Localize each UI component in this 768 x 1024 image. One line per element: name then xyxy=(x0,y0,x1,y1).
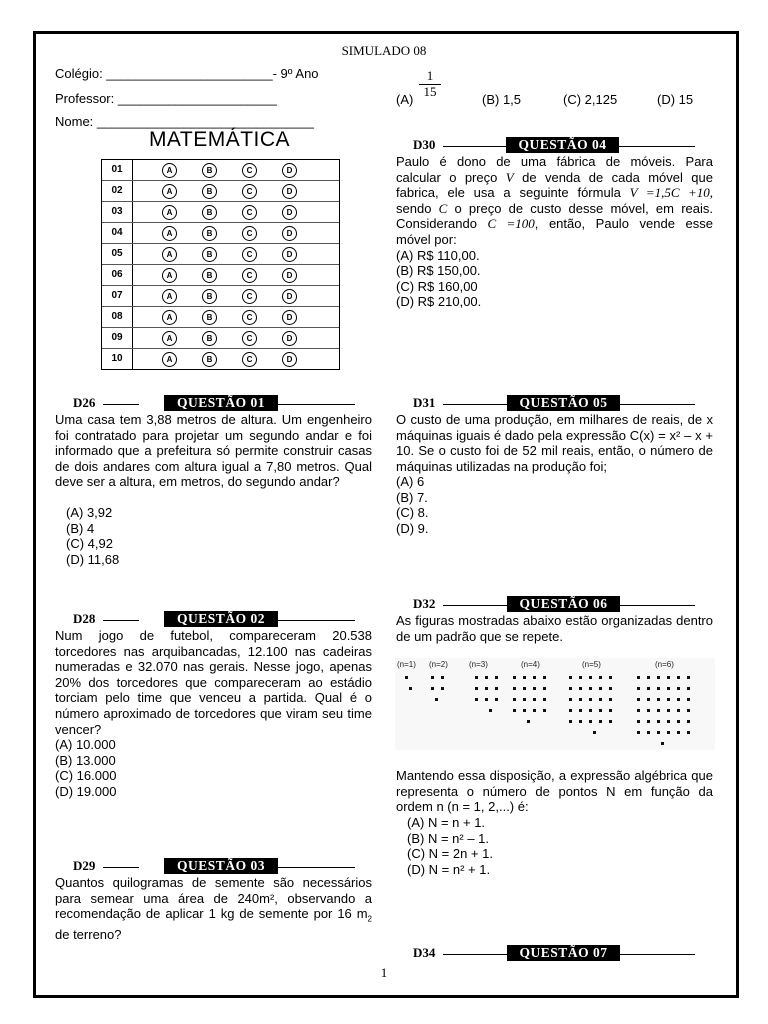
answer-row xyxy=(102,328,339,349)
pattern-dot xyxy=(543,709,546,712)
pattern-dot xyxy=(485,687,488,690)
answer-bubble-a[interactable]: A xyxy=(162,226,177,241)
question-02-header xyxy=(73,611,355,628)
question-badge: QUESTÃO 03 xyxy=(164,858,278,874)
pattern-dot xyxy=(667,687,670,690)
question-04-line: Considerando xyxy=(396,216,488,232)
answer-bubble-d[interactable]: D xyxy=(282,268,297,283)
question-05-options xyxy=(396,474,429,536)
option-d: (D) 11,68 xyxy=(66,551,120,567)
option-b: (B) 13.000 xyxy=(55,752,116,768)
pattern-dot xyxy=(431,687,434,690)
answer-bubble-b[interactable]: B xyxy=(202,289,217,304)
option-b: (B) 4 xyxy=(66,520,95,536)
question-code: D29 xyxy=(73,858,96,873)
c-equation: C =100 xyxy=(487,216,535,232)
pattern-dot xyxy=(667,676,670,679)
pattern-dot xyxy=(589,687,592,690)
question-badge: QUESTÃO 04 xyxy=(506,137,619,153)
question-badge: QUESTÃO 06 xyxy=(507,596,620,612)
pattern-dot xyxy=(513,698,516,701)
pattern-dot xyxy=(569,709,572,712)
answer-bubble-a[interactable]: A xyxy=(162,163,177,178)
answer-bubble-d[interactable]: D xyxy=(282,205,297,220)
answer-bubble-c[interactable]: C xyxy=(242,331,257,346)
question-06-text-2: Mantendo essa disposição, a expressão algébrica que representa o número de pontos N em função da ordem n (n = 1, 2,...) é: xyxy=(396,768,713,815)
figure-label: (n=6) xyxy=(655,660,674,669)
answer-bubble-b[interactable]: B xyxy=(202,205,217,220)
page-number: 1 xyxy=(380,965,388,980)
answer-row-number: 01 xyxy=(102,160,133,180)
pattern-dot xyxy=(677,720,680,723)
question-03-header xyxy=(73,858,355,875)
pattern-dot xyxy=(687,731,690,734)
answer-bubble-c[interactable]: C xyxy=(242,247,257,262)
answer-grid xyxy=(101,159,340,370)
answer-row xyxy=(102,181,339,202)
pattern-dot xyxy=(647,731,650,734)
answer-row-number: 04 xyxy=(102,223,133,243)
pattern-dot xyxy=(533,676,536,679)
pattern-dot xyxy=(667,720,670,723)
pattern-dot xyxy=(543,676,546,679)
option-a: (A) 3,92 xyxy=(66,505,113,520)
pattern-extra-dot xyxy=(409,687,412,690)
pattern-dot xyxy=(657,687,660,690)
pattern-dot xyxy=(441,687,444,690)
pattern-dot xyxy=(533,687,536,690)
answer-row-number: 06 xyxy=(102,265,133,285)
answer-row-number: 02 xyxy=(102,181,133,201)
pattern-extra-dot xyxy=(527,720,530,723)
answer-sheet-title: MATEMÁTICA xyxy=(148,128,291,151)
question-01-header xyxy=(73,395,355,412)
question-02-text: Num jogo de futebol, compareceram 20.538 torcedores nas arquibancadas, 12.100 nas cadeiras numeradas e 32.070 nas gerais. Nesse jogo, apenas 20% dos torcedores que compareceram ao estádio torciam pelo time que venceu a partida. Qual é o número aproximado de torcedores que viram seu time vencer? xyxy=(55,628,372,737)
pattern-extra-dot xyxy=(435,698,438,701)
answer-bubble-b[interactable]: B xyxy=(202,331,217,346)
pattern-dot xyxy=(579,720,582,723)
pattern-dot xyxy=(475,687,478,690)
answer-bubble-d[interactable]: D xyxy=(282,289,297,304)
answer-bubble-b[interactable]: B xyxy=(202,163,217,178)
answer-bubble-c[interactable]: C xyxy=(242,226,257,241)
question-01-options xyxy=(66,505,119,567)
pattern-dot xyxy=(667,698,670,701)
answer-bubble-c[interactable]: C xyxy=(242,184,257,199)
answer-row xyxy=(102,349,339,369)
option-a: (A) 6 xyxy=(396,474,425,489)
question-04-header xyxy=(413,137,695,154)
question-badge: QUESTÃO 02 xyxy=(164,611,278,627)
figure-label: (n=5) xyxy=(582,660,601,669)
variable-v: V xyxy=(505,169,514,185)
pattern-dot xyxy=(657,676,660,679)
question-04-line: sendo xyxy=(396,200,439,216)
pattern-dot xyxy=(513,676,516,679)
superscript: 2 xyxy=(367,914,372,924)
pattern-dot xyxy=(609,720,612,723)
question-code: D28 xyxy=(73,611,96,626)
question-code: D26 xyxy=(73,395,96,410)
figure-label: (n=1) xyxy=(397,660,416,669)
pattern-dot xyxy=(687,676,690,679)
option-a: (A) 10.000 xyxy=(55,737,116,752)
figure-label: (n=3) xyxy=(469,660,488,669)
answer-bubble-d[interactable]: D xyxy=(282,331,297,346)
answer-bubble-b[interactable]: B xyxy=(202,352,217,367)
pattern-dot xyxy=(677,687,680,690)
option-c: (C) 4,92 xyxy=(66,536,113,552)
answer-bubble-b[interactable]: B xyxy=(202,184,217,199)
pattern-dot xyxy=(513,709,516,712)
pattern-dot xyxy=(647,709,650,712)
pattern-dot xyxy=(657,709,660,712)
pattern-dot xyxy=(647,720,650,723)
option-b: (B) 7. xyxy=(396,489,428,505)
option-c: (C) 8. xyxy=(396,505,429,521)
question-03-text-main: Quantos quilogramas de semente são necessários para semear uma área de 240m², observando a recomendação de aplicar 1 kg de semente por 16 m xyxy=(55,875,372,922)
pattern-dot xyxy=(677,698,680,701)
answer-bubble-c[interactable]: C xyxy=(242,310,257,325)
answer-bubble-d[interactable]: D xyxy=(282,163,297,178)
option-d: (D) R$ 210,00. xyxy=(396,294,482,310)
pattern-dot xyxy=(637,709,640,712)
option-c-prev: (C) 2,125 xyxy=(563,92,618,107)
question-code: D32 xyxy=(413,596,436,611)
fraction-denominator: 15 xyxy=(419,84,441,99)
variable-c: C xyxy=(438,200,448,216)
answer-bubble-a[interactable]: A xyxy=(162,352,177,367)
question-04-line: fabrica, ele usa a seguinte fórmula xyxy=(396,185,630,201)
answer-row xyxy=(102,265,339,286)
question-badge: QUESTÃO 01 xyxy=(164,395,278,411)
answer-sheet xyxy=(101,128,338,370)
pattern-dot xyxy=(543,698,546,701)
question-04-line: móvel por: xyxy=(396,231,457,247)
option-a-prev: (A) xyxy=(396,92,414,107)
answer-bubble-c[interactable]: C xyxy=(242,163,257,178)
pattern-dot xyxy=(677,709,680,712)
answer-bubble-d[interactable]: D xyxy=(282,310,297,325)
answer-row xyxy=(102,286,339,307)
pattern-dot xyxy=(609,676,612,679)
answer-bubble-a[interactable]: A xyxy=(162,268,177,283)
answer-row-number: 03 xyxy=(102,202,133,222)
question-06-text: As figuras mostradas abaixo estão organizadas dentro de um padrão que se repete. xyxy=(396,613,713,644)
answer-bubble-b[interactable]: B xyxy=(202,310,217,325)
pattern-dot xyxy=(609,687,612,690)
pattern-extra-dot xyxy=(661,742,664,745)
pattern-dot xyxy=(543,687,546,690)
answer-bubble-a[interactable]: A xyxy=(162,289,177,304)
pattern-dot xyxy=(589,676,592,679)
fraction xyxy=(419,68,441,99)
figure-label: (n=2) xyxy=(429,660,448,669)
pattern-dot xyxy=(647,687,650,690)
pattern-dot xyxy=(569,720,572,723)
pattern-dot xyxy=(609,709,612,712)
pattern-dot xyxy=(667,731,670,734)
pattern-dot xyxy=(475,698,478,701)
answer-bubble-b[interactable]: B xyxy=(202,268,217,283)
answer-bubble-c[interactable]: C xyxy=(242,268,257,283)
answer-row xyxy=(102,244,339,265)
pattern-extra-dot xyxy=(593,731,596,734)
answer-bubble-a[interactable]: A xyxy=(162,205,177,220)
pattern-dot xyxy=(579,687,582,690)
option-c: (C) N = 2n + 1. xyxy=(407,846,493,862)
pattern-dot xyxy=(677,731,680,734)
pattern-dot xyxy=(589,709,592,712)
option-b-prev: (B) 1,5 xyxy=(482,92,522,107)
option-b: (B) N = n² – 1. xyxy=(407,830,489,846)
pattern-dot xyxy=(589,720,592,723)
pattern-dot xyxy=(485,676,488,679)
pattern-dot xyxy=(599,709,602,712)
pattern-dot xyxy=(589,698,592,701)
answer-bubble-d[interactable]: D xyxy=(282,247,297,262)
pattern-dot xyxy=(637,720,640,723)
question-06-options xyxy=(407,815,493,877)
answer-bubble-c[interactable]: C xyxy=(242,205,257,220)
question-04-line: calcular o preço xyxy=(396,169,506,185)
answer-bubble-a[interactable]: A xyxy=(162,331,177,346)
answer-row-number: 08 xyxy=(102,307,133,327)
answer-bubble-b[interactable]: B xyxy=(202,226,217,241)
answer-row-number: 05 xyxy=(102,244,133,264)
answer-bubble-d[interactable]: D xyxy=(282,226,297,241)
answer-bubble-a[interactable]: A xyxy=(162,310,177,325)
answer-bubble-d[interactable]: D xyxy=(282,184,297,199)
question-04-line: , então, Paulo vende esse xyxy=(534,216,713,232)
question-03-text xyxy=(55,875,372,943)
option-b: (B) R$ 150,00. xyxy=(396,263,481,279)
dot-pattern-figure xyxy=(395,658,715,750)
pattern-dot xyxy=(441,676,444,679)
pattern-dot xyxy=(609,698,612,701)
question-05-text: O custo de uma produção, em milhares de reais, de x máquinas iguais é dado pela expressão C(x) = x² – x + 10. Se o custo foi de 52 mil reais, então, o número de máquinas utilizadas na produção foi; xyxy=(396,412,713,474)
pattern-dot xyxy=(569,687,572,690)
pattern-dot xyxy=(495,698,498,701)
pattern-dot xyxy=(647,698,650,701)
question-04-line: o preço de custo desse móvel, em reais. xyxy=(447,200,713,216)
answer-row xyxy=(102,202,339,223)
option-c: (C) R$ 160,00 xyxy=(396,278,478,294)
pattern-dot xyxy=(657,698,660,701)
answer-row-number: 09 xyxy=(102,328,133,348)
pattern-dot xyxy=(637,731,640,734)
pattern-dot xyxy=(687,720,690,723)
answer-bubble-c[interactable]: C xyxy=(242,352,257,367)
option-a: (A) R$ 110,00. xyxy=(396,247,480,263)
pattern-dot xyxy=(569,676,572,679)
pattern-dot xyxy=(647,676,650,679)
pattern-dot xyxy=(657,731,660,734)
pattern-dot xyxy=(431,676,434,679)
answer-row xyxy=(102,160,339,181)
answer-bubble-c[interactable]: C xyxy=(242,289,257,304)
answer-bubble-a[interactable]: A xyxy=(162,247,177,262)
question-01-text: Uma casa tem 3,88 metros de altura. Um engenheiro foi contratado para projetar um segundo andar e foi informado que a prefeitura só permite construir casas de dois andares com altura igual a 7,80 metros. Qual deve ser a altura, em metros, do segundo andar? xyxy=(55,412,372,490)
answer-row xyxy=(102,223,339,244)
question-code: D30 xyxy=(413,137,436,152)
pattern-dot xyxy=(523,709,526,712)
pattern-dot xyxy=(657,720,660,723)
option-d: (D) 9. xyxy=(396,520,429,536)
option-c: (C) 16.000 xyxy=(55,768,117,784)
pattern-dot xyxy=(677,676,680,679)
nome-field: Nome: ______________________________ xyxy=(55,114,314,129)
pattern-dot xyxy=(599,676,602,679)
pattern-dot xyxy=(405,676,408,679)
pattern-dot xyxy=(533,709,536,712)
question-06-header xyxy=(413,596,695,613)
answer-bubble-b[interactable]: B xyxy=(202,247,217,262)
pattern-dot xyxy=(523,698,526,701)
fraction-numerator: 1 xyxy=(426,68,434,83)
pattern-dot xyxy=(637,698,640,701)
pattern-dot xyxy=(513,687,516,690)
option-a: (A) N = n + 1. xyxy=(407,815,486,830)
pattern-dot xyxy=(637,687,640,690)
question-code: D31 xyxy=(413,395,436,410)
pattern-dot xyxy=(523,676,526,679)
question-04-line: Paulo é dono de uma fábrica de móveis. Para xyxy=(396,154,713,169)
question-03-text-end: de terreno? xyxy=(55,927,122,943)
pattern-dot xyxy=(579,709,582,712)
pattern-dot xyxy=(569,698,572,701)
pattern-dot xyxy=(495,676,498,679)
pattern-dot xyxy=(599,687,602,690)
pattern-dot xyxy=(667,709,670,712)
answer-bubble-d[interactable]: D xyxy=(282,352,297,367)
answer-row-number: 10 xyxy=(102,349,133,369)
question-05-header xyxy=(413,395,695,412)
colegio-field: Colégio: _______________________- 9º Ano xyxy=(55,66,319,81)
option-d: (D) N = n² + 1. xyxy=(407,861,491,877)
pattern-dot xyxy=(485,698,488,701)
question-04-line: de venda de cada móvel que xyxy=(513,169,713,185)
question-04-text xyxy=(396,154,713,310)
pattern-dot xyxy=(599,720,602,723)
question-02-options xyxy=(55,737,116,799)
pattern-dot xyxy=(533,698,536,701)
pattern-dot xyxy=(687,698,690,701)
option-d-prev: (D) 15 xyxy=(657,92,694,107)
pattern-dot xyxy=(579,676,582,679)
figure-label: (n=4) xyxy=(521,660,540,669)
pattern-dot xyxy=(523,687,526,690)
pattern-dot xyxy=(599,698,602,701)
question-code: D34 xyxy=(413,945,436,960)
question-badge: QUESTÃO 07 xyxy=(507,945,620,961)
answer-row xyxy=(102,307,339,328)
pattern-dot xyxy=(637,676,640,679)
pattern-dot xyxy=(687,709,690,712)
pattern-dot xyxy=(687,687,690,690)
pattern-dot xyxy=(579,698,582,701)
pattern-dot xyxy=(475,676,478,679)
pattern-extra-dot xyxy=(489,709,492,712)
professor-field: Professor: ______________________ xyxy=(55,91,277,106)
question-badge: QUESTÃO 05 xyxy=(507,395,620,411)
pattern-dot xyxy=(495,687,498,690)
question-07-header xyxy=(413,945,695,962)
option-d: (D) 19.000 xyxy=(55,783,117,799)
formula: V =1,5C +10, xyxy=(629,185,713,201)
page-title: SIMULADO 08 xyxy=(341,43,427,58)
answer-bubble-a[interactable]: A xyxy=(162,184,177,199)
answer-row-number: 07 xyxy=(102,286,133,306)
